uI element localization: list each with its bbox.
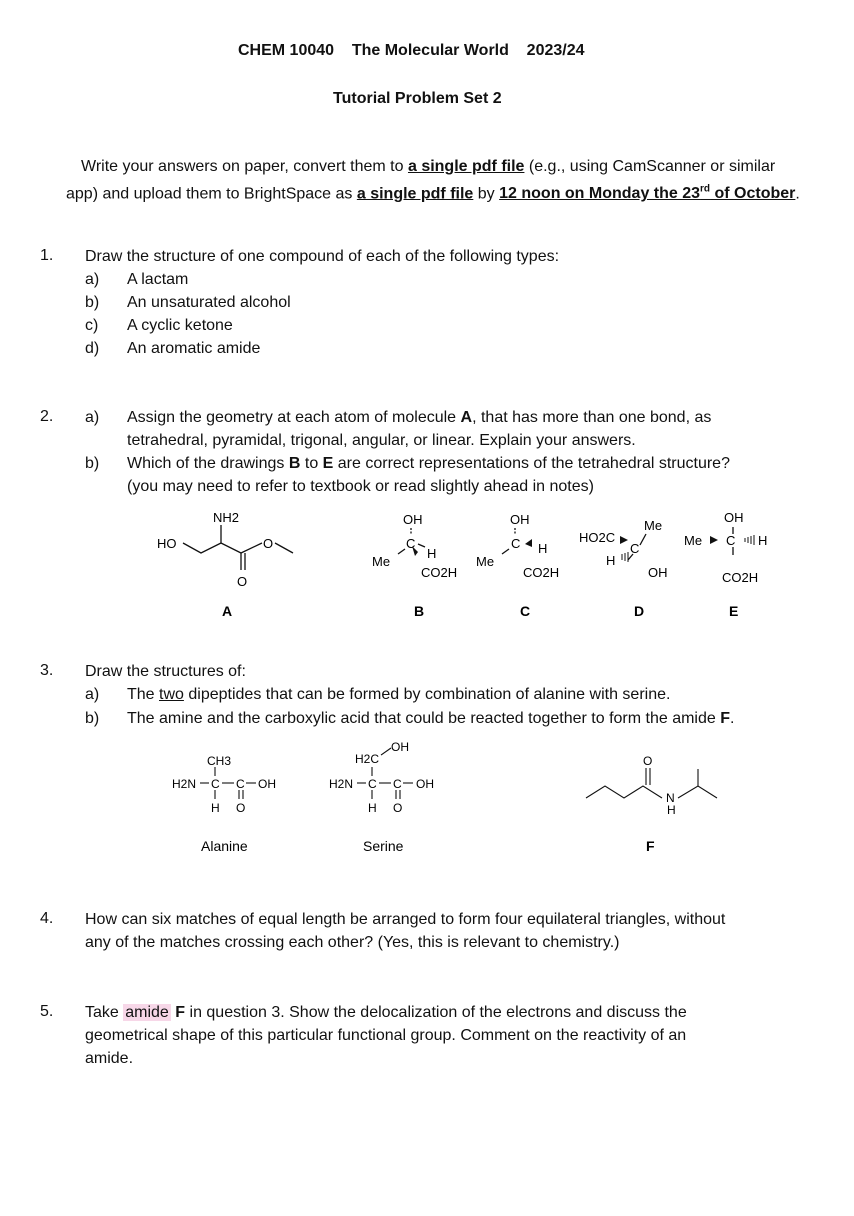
q2-a-line-1: Assign the geometry at each atom of molecule A, that has more than one bond, as — [127, 409, 712, 426]
mol-b-c: C — [406, 536, 416, 551]
q3-b-letter: b) — [85, 710, 100, 727]
q2-molecule-figures — [0, 500, 854, 640]
ala-h: H — [211, 801, 220, 815]
course-title: The Molecular World — [351, 42, 509, 59]
mol-c-me: Me — [476, 554, 495, 569]
q1-item-a-letter: a) — [85, 271, 100, 288]
q1-item-b-letter: b) — [85, 294, 100, 311]
q1-item-b: An unsaturated alcohol — [127, 294, 291, 311]
q3-number: 3. — [40, 662, 54, 679]
mol-b-me: Me — [372, 554, 391, 569]
mol-d-h: H — [606, 553, 616, 568]
ala-ch3: CH3 — [207, 754, 232, 768]
ser-name: Serine — [363, 838, 404, 854]
q4-line-2: any of the matches crossing each other? (Yes, this is relevant to chemistry.) — [85, 934, 620, 951]
mol-a-o-carbonyl: O — [237, 574, 248, 589]
ser-c1: C — [368, 777, 377, 791]
q2-b-line-1: Which of the drawings B to E are correct representations of the tetrahedral structure? — [127, 455, 730, 472]
q4-line-1: How can six matches of equal length be arranged to form four equilateral triangles, without — [85, 911, 726, 928]
q3-molecule-figures — [0, 735, 854, 865]
f-o: O — [643, 754, 653, 768]
mol-a-ho: HO — [157, 536, 177, 551]
ala-h2n: H2N — [172, 777, 197, 791]
q1-item-c: A cyclic ketone — [127, 317, 233, 334]
mol-c-co2h: CO2H — [523, 565, 560, 580]
mol-d-me: Me — [644, 518, 663, 533]
f-h: H — [667, 803, 676, 817]
mol-c-c: C — [511, 536, 521, 551]
q3-text: Draw the structures of: — [85, 663, 246, 680]
q5-line-2: geometrical shape of this particular functional group. Comment on the reactivity of an — [85, 1027, 687, 1044]
highlighted-amide: amide — [125, 1004, 169, 1021]
ser-oh-top: OH — [391, 740, 409, 754]
mol-a-label: A — [222, 603, 233, 619]
mol-d-ho2c: HO2C — [579, 530, 616, 545]
mol-a-nh2: NH2 — [213, 510, 240, 525]
q1-number: 1. — [40, 247, 54, 264]
mol-d-c: C — [630, 541, 640, 556]
q2-b-letter: b) — [85, 455, 100, 472]
instructions-line-2: app) and upload them to BrightSpace as a single pdf file by 12 noon on Monday the 23rd of October. — [66, 184, 800, 203]
ser-h2c: H2C — [355, 752, 380, 766]
f-label: F — [646, 838, 655, 854]
instructions-line-1: Write your answers on paper, convert them to a single pdf file (e.g., using CamScanner or similar — [81, 158, 776, 175]
course-header — [238, 42, 585, 60]
wedge-d — [620, 536, 628, 544]
q2-a-line-2: tetrahedral, pyramidal, trigonal, angular, or linear. Explain your answers. — [127, 432, 636, 449]
mol-c-label: C — [520, 603, 531, 619]
q2-a-letter: a) — [85, 409, 100, 426]
page-subtitle: Tutorial Problem Set 2 — [333, 90, 502, 107]
mol-b-label: B — [414, 603, 425, 619]
q3-b-text: The amine and the carboxylic acid that could be reacted together to form the amide F. — [127, 710, 735, 727]
mol-c-h: H — [538, 541, 548, 556]
mol-d-label: D — [634, 603, 645, 619]
mol-a-o-ester: O — [263, 536, 274, 551]
ser-oh: OH — [416, 777, 434, 791]
mol-e-c: C — [726, 533, 736, 548]
q1-item-a: A lactam — [127, 271, 189, 288]
q1-item-c-letter: c) — [85, 317, 99, 334]
q1-item-d: An aromatic amide — [127, 340, 261, 357]
ala-o: O — [236, 801, 246, 815]
q1-text: Draw the structure of one compound of each of the following types: — [85, 248, 560, 265]
mol-b-h: H — [427, 546, 437, 561]
ser-o: O — [393, 801, 403, 815]
q3-a-letter: a) — [85, 686, 100, 703]
mol-e-h: H — [758, 533, 768, 548]
q3-a-text: The two dipeptides that can be formed by combination of alanine with serine. — [127, 686, 671, 703]
q1-item-d-letter: d) — [85, 340, 100, 357]
q2-number: 2. — [40, 408, 54, 425]
course-year: 2023/24 — [526, 42, 585, 59]
ala-oh: OH — [258, 777, 276, 791]
ser-c2: C — [393, 777, 402, 791]
ala-name: Alanine — [201, 838, 248, 854]
wedge-e — [710, 536, 718, 544]
q4-number: 4. — [40, 910, 54, 927]
mol-b-oh: OH — [403, 512, 423, 527]
mol-c-oh: OH — [510, 512, 530, 527]
ala-c1: C — [211, 777, 220, 791]
q2-b-line-2: (you may need to refer to textbook or read slightly ahead in notes) — [127, 478, 594, 495]
ser-h: H — [368, 801, 377, 815]
ser-h2n: H2N — [329, 777, 354, 791]
mol-e-co2h: CO2H — [722, 570, 759, 585]
f-n: N — [666, 791, 675, 805]
mol-e-label: E — [729, 603, 739, 619]
mol-b-co2h: CO2H — [421, 565, 458, 580]
mol-e-oh: OH — [724, 510, 744, 525]
mol-d-oh: OH — [648, 565, 668, 580]
q5-number: 5. — [40, 1003, 54, 1020]
wedge-c — [525, 539, 532, 547]
mol-e-me: Me — [684, 533, 703, 548]
q5-line-3: amide. — [85, 1050, 134, 1067]
course-code: CHEM 10040 — [238, 42, 335, 59]
ala-c2: C — [236, 777, 245, 791]
q5-line-1: Take amide F in question 3. Show the delocalization of the electrons and discuss the — [85, 1004, 687, 1021]
